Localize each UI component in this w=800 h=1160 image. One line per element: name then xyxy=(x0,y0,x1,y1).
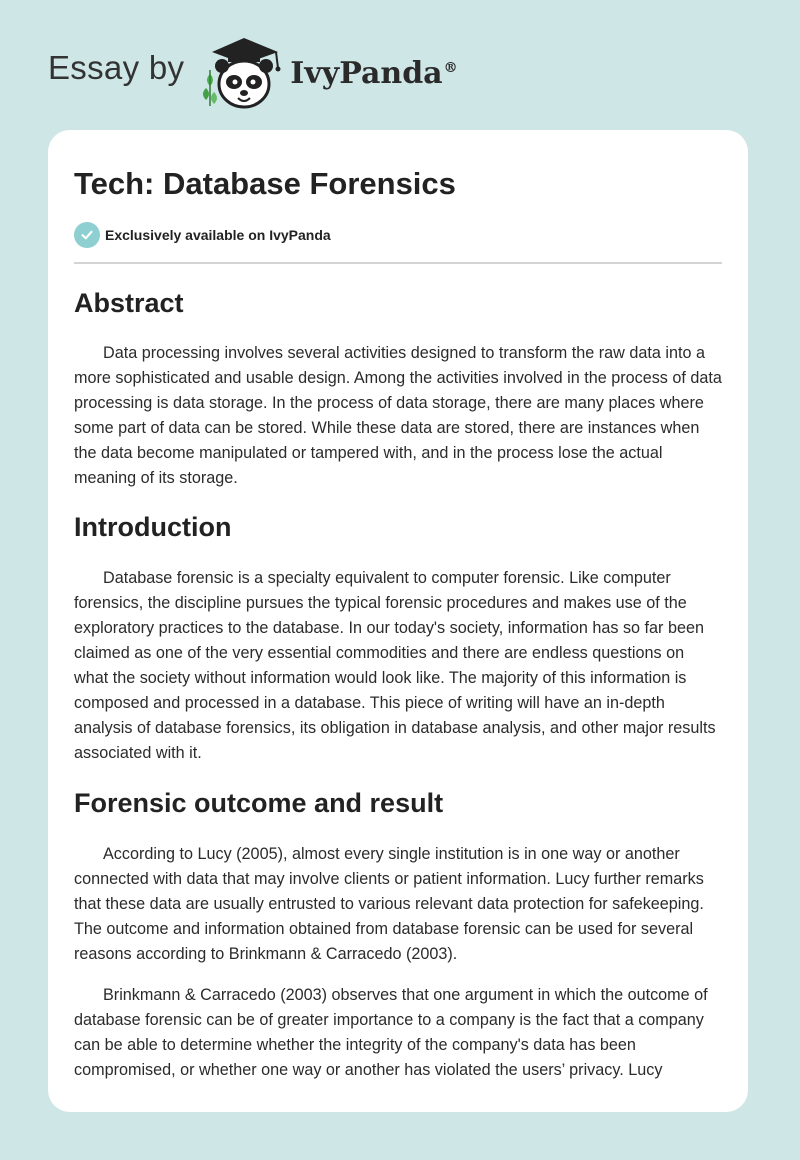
introduction-paragraph: Database forensic is a specialty equivalent to computer forensic. Like computer forensics, the discipline pursues the typical forensic procedures and makes use of the exploratory practices to the database. In our today's society, information has so far been claimed as one of the very essential commodities and there are endless questions on what the society without information would look like. The majority of this information is composed and processed in a database. This piece of writing will have an in-depth analysis of database forensics, its obligation in database analysis, and other major results associated with it. xyxy=(74,569,716,762)
brand-name[interactable]: IvyPanda® xyxy=(290,55,458,91)
essay-card xyxy=(48,130,748,1112)
forensic-outcome-paragraph-1: According to Lucy (2005), almost every single institution is in one way or another connected with data that may involve clients or patient information. Lucy further remarks that these data are usually entrusted to various relevant data protection for safekeeping. The outcome and information obtained from database forensic can be used for several reasons according to Brinkmann & Carracedo (2003). xyxy=(74,845,704,963)
registered-mark: ® xyxy=(443,59,458,76)
panda-logo-icon[interactable] xyxy=(198,34,290,110)
forensic-outcome-paragraph-2: Brinkmann & Carracedo (2003) observes that one argument in which the outcome of database forensic can be of greater importance to a company is the fact that a company can be able to determine whether the integrity of the company's data has been compromised, or whether one way or another has violated the users’ privacy. Lucy xyxy=(74,986,708,1079)
section-heading-introduction: Introduction xyxy=(74,512,232,542)
section-heading-abstract: Abstract xyxy=(74,288,184,318)
exclusive-label: Exclusively available on IvyPanda xyxy=(105,227,331,243)
check-icon xyxy=(74,222,100,248)
abstract-paragraph: Data processing involves several activities designed to transform the raw data into a more sophisticated and usable design. Among the activities involved in the process of data processing is data storage. In the process of data storage, there are many places where some part of data can be stored. While these data are stored, there are instances when the data become manipulated or tampered with, and in the process lose the actual meaning of its storage. xyxy=(74,344,722,487)
exclusive-badge xyxy=(74,222,722,264)
essay-by-label: Essay by xyxy=(48,49,185,86)
section-heading-forensic-outcome: Forensic outcome and result xyxy=(74,788,444,818)
site-header xyxy=(48,34,458,110)
page-title: Tech: Database Forensics xyxy=(74,166,456,201)
